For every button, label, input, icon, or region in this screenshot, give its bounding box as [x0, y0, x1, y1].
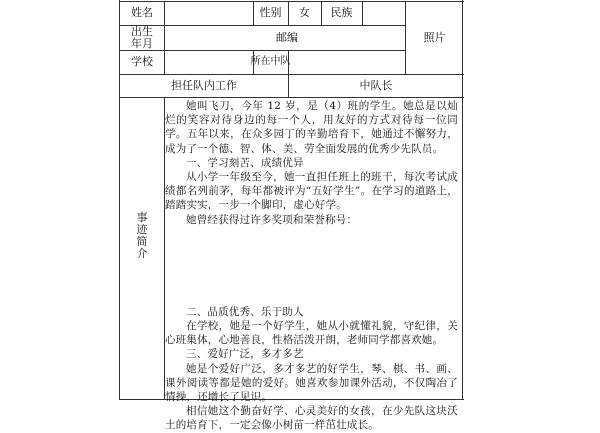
- birth-label-line1: 出生: [131, 24, 153, 38]
- awards-blank-area: [165, 227, 458, 305]
- birth-field[interactable]: [164, 25, 253, 50]
- squad-label: 所在中队: [250, 56, 291, 67]
- name-label: 姓名: [131, 6, 153, 19]
- application-form: [119, 0, 463, 432]
- gender-value[interactable]: 女: [299, 6, 310, 19]
- deeds-label-char: 介: [136, 247, 148, 260]
- role-value[interactable]: 中队长: [359, 78, 393, 92]
- ethnicity-field[interactable]: [362, 1, 405, 25]
- row-divider: [120, 97, 464, 98]
- deeds-heading: 一、学习刻苦、成绩优异: [186, 156, 304, 169]
- deeds-label-char: 简: [136, 235, 148, 248]
- squad-field[interactable]: [288, 50, 405, 74]
- school-field[interactable]: [164, 50, 253, 74]
- school-label: 学校: [131, 55, 153, 68]
- birth-label-line2: 年月: [131, 36, 153, 50]
- name-field[interactable]: [164, 1, 253, 25]
- deeds-heading: 三、爱好广泛，多才多艺: [186, 348, 304, 361]
- birth-label: [120, 25, 164, 50]
- deeds-text: [165, 99, 458, 433]
- deeds-paragraph: 她是个爱好广泛，多才多艺的好学生，琴、棋、书、画、课外阅读等都是她的爱好。她喜欢参加课外活动，不仅陶冶了情操，还增长了见识。: [165, 362, 458, 404]
- deeds-paragraph: 她叫飞刀，今年 12 岁，是（4）班的学生。她总是以灿烂的笑容对待身边的每一个人，用友好的方式对待每一位同学。五年以来，在众多园丁的辛勤培育下，她通过不懈努力，成为了一个德、智、体、美、劳全面发展的优秀少先队员。: [165, 100, 458, 155]
- deeds-label: [120, 212, 164, 260]
- deeds-paragraph: 从小学一年级至今，她一直担任班上的班干，每次考试成绩都名列前茅，每年都被评为“五好学生”。在学习的道路上，踏踏实实，一步一个脚印，虚心好学。: [165, 171, 458, 212]
- deeds-paragraph: 相信她这个勤奋好学、心灵美好的女孩，在少先队这块沃土的培育下，一定会像小树苗一样茁壮成长。: [165, 405, 458, 432]
- ethnicity-label: 民族: [330, 6, 353, 19]
- deeds-paragraph: 在学校，她是一个好学生，她从小就懂礼貌，守纪律，关心班集体，心地善良，性格活泼开朗，老师同学都喜欢她。: [165, 320, 458, 347]
- photo-box[interactable]: 照片: [423, 30, 446, 44]
- postcode-label: 邮编: [276, 30, 298, 44]
- deeds-label-char: 迹: [136, 223, 148, 236]
- deeds-label-char: 事: [136, 211, 148, 224]
- deeds-heading: 二、品质优秀、乐于助人: [186, 305, 304, 318]
- gender-label: 性别: [259, 6, 282, 19]
- postcode-field[interactable]: [321, 25, 405, 50]
- deeds-paragraph: 她曾经获得过许多奖项和荣誉称号：: [186, 213, 358, 226]
- role-label: 担任队内工作: [171, 78, 237, 92]
